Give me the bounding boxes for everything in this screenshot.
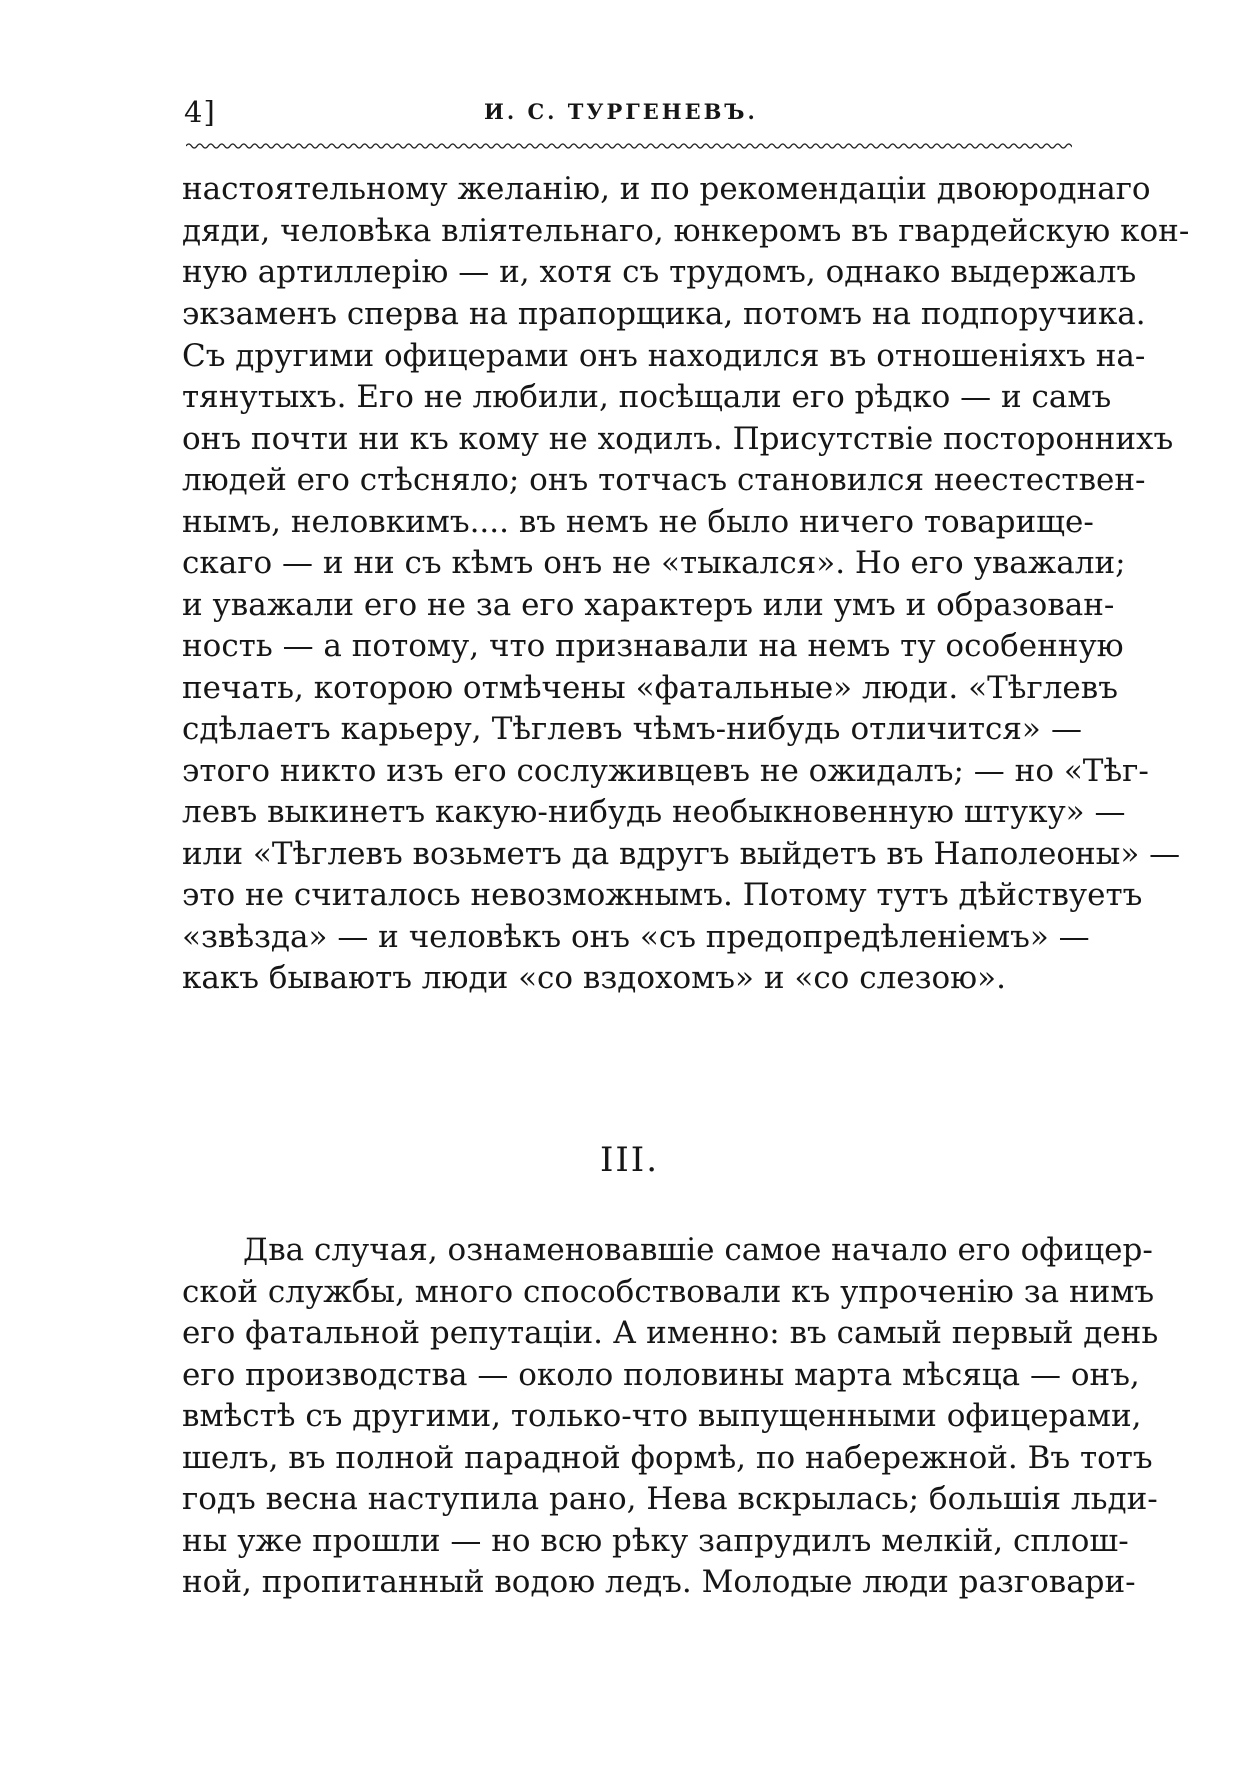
text-line: годъ весна наступила рано, Нева вскрылась; большія льди-	[182, 1481, 1158, 1517]
text-line: экзаменъ сперва на прапорщика, потомъ на подпоручика.	[182, 296, 1146, 332]
text-line: Съ другими офицерами онъ находился въ отношеніяхъ на-	[182, 338, 1146, 374]
text-line: вмѣстѣ съ другими, только-что выпущенными офицерами,	[182, 1398, 1142, 1434]
text-line: людей его стѣсняло; онъ тотчасъ становился неестествен-	[182, 462, 1146, 498]
text-line: «звѣзда» — и человѣкъ онъ «съ предопредѣленіемъ» —	[182, 919, 1090, 955]
text-line: это не считалось невозможнымъ. Потому тутъ дѣйствуетъ	[182, 877, 1143, 913]
text-line: сдѣлаетъ карьеру, Тѣглевъ чѣмъ-нибудь отличится» —	[182, 711, 1082, 747]
text-line: Два случая, ознаменовавшіе самое начало его офицер-	[243, 1232, 1153, 1268]
text-line: ной, пропитанный водою ледъ. Молодые люди разговари-	[182, 1564, 1136, 1600]
text-line: ской службы, много способствовали къ упроченію за нимъ	[182, 1274, 1155, 1310]
text-line: ность — а потому, что признавали на немъ ту особенную	[182, 628, 1124, 664]
text-line: или «Тѣглевъ возьметъ да вдругъ выйдетъ въ Наполеоны» —	[182, 836, 1181, 872]
text-line: ны уже прошли — но всю рѣку запрудилъ мелкій, сплош-	[182, 1523, 1129, 1559]
running-title: И. С. ТУРГЕНЕВЪ.	[484, 99, 758, 124]
text-line: его фатальной репутаціи. А именно: въ самый первый день	[182, 1315, 1159, 1351]
chapter-heading: III.	[599, 1140, 660, 1180]
text-line: его производства — около половины марта мѣсяца — онъ,	[182, 1357, 1140, 1393]
text-line: тянутыхъ. Его не любили, посѣщали его рѣдко — и самъ	[182, 379, 1112, 415]
page-header	[184, 92, 1084, 132]
text-line: скаго — и ни съ кѣмъ онъ не «тыкался». Но его уважали;	[182, 545, 1126, 581]
text-line: ную артиллерію — и, хотя съ трудомъ, однако выдержалъ	[182, 254, 1137, 290]
text-line: какъ бываютъ люди «со вздохомъ» и «со слезою».	[182, 960, 1006, 996]
text-line: дяди, человѣка вліятельнаго, юнкеромъ въ гвардейскую кон-	[182, 213, 1190, 249]
text-line: и уважали его не за его характеръ или умъ и образован-	[182, 587, 1115, 623]
text-line: левъ выкинетъ какую-нибудь необыкновенную штуку» —	[182, 794, 1126, 830]
header-ornament-rule	[186, 140, 1072, 152]
text-line: настоятельному желанію, и по рекомендаціи двоюроднаго	[182, 171, 1151, 207]
page-number: 4]	[184, 95, 216, 129]
text-line: нымъ, неловкимъ.... въ немъ не было ничего товарище-	[182, 504, 1094, 540]
text-line: онъ почти ни къ кому не ходилъ. Присутствіе постороннихъ	[182, 421, 1174, 457]
text-line: печать, которою отмѣчены «фатальные» люди. «Тѣглевъ	[182, 670, 1118, 706]
text-line: шелъ, въ полной парадной формѣ, по набережной. Въ тотъ	[182, 1440, 1153, 1476]
text-line: этого никто изъ его сослуживцевъ не ожидалъ; — но «Тѣг-	[182, 753, 1149, 789]
